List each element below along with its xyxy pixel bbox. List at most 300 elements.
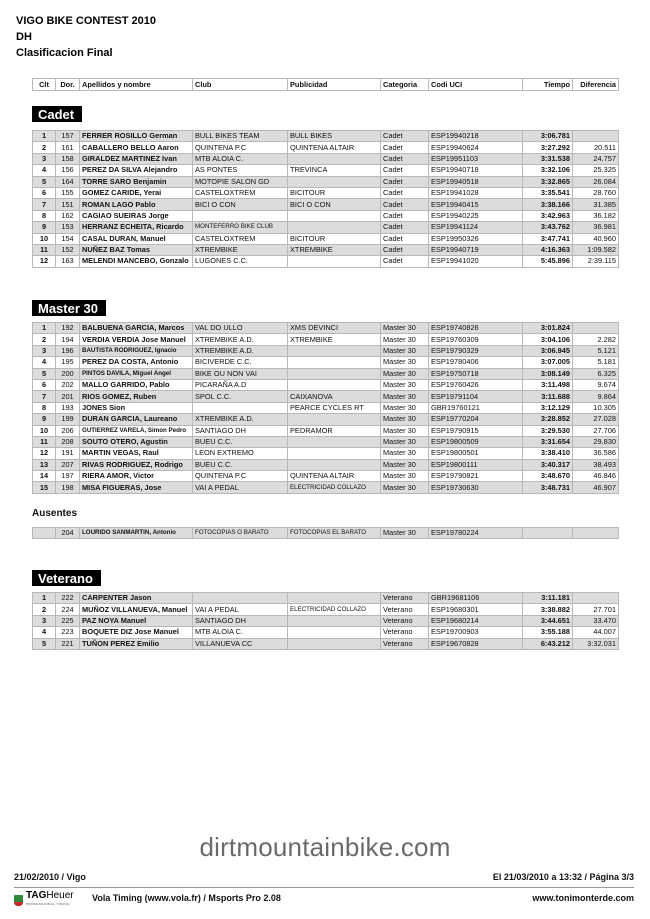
category-cell: Cadet [381, 176, 429, 187]
club-cell: SANTIAGO DH [193, 615, 288, 626]
club-cell: XTREMBIKE [193, 244, 288, 255]
results-table-master-30 [32, 322, 619, 494]
club-cell: PICARAÑA A.D [193, 379, 288, 390]
uci-code-cell: ESP19940624 [429, 142, 523, 153]
uci-code-cell: ESP19700903 [429, 627, 523, 638]
time-cell: 3:11.181 [523, 593, 573, 604]
gap-cell: 40.960 [573, 233, 619, 244]
uci-code-cell: ESP19750718 [429, 368, 523, 379]
rank-cell [33, 528, 56, 539]
rank-cell: 7 [33, 391, 56, 402]
club-cell: VAI A PEDAL [193, 482, 288, 493]
time-cell: 3:06.781 [523, 131, 573, 142]
time-cell: 6:43.212 [523, 638, 573, 649]
time-cell: 3:40.317 [523, 459, 573, 470]
club-cell: BICI O CON [193, 199, 288, 210]
gap-cell: 29.830 [573, 436, 619, 447]
report-subtitle: Clasificacion Final [16, 47, 113, 59]
time-cell: 3:47.741 [523, 233, 573, 244]
results-table-veterano [32, 592, 619, 650]
uci-code-cell: GBR19760121 [429, 402, 523, 413]
gap-cell: 36.981 [573, 222, 619, 233]
result-row [33, 528, 619, 539]
gap-cell: 27.701 [573, 604, 619, 615]
uci-code-cell: ESP19740826 [429, 323, 523, 334]
footer-software: Vola Timing (www.vola.fr) / Msports Pro 2.08 [92, 893, 281, 903]
rank-cell: 10 [33, 425, 56, 436]
gap-cell [573, 323, 619, 334]
category-cell: Cadet [381, 187, 429, 198]
rider-name-cell: LOURIDO SANMARTIN, Antonio [80, 528, 193, 539]
category-cell: Master 30 [381, 345, 429, 356]
dorsal-cell: 201 [56, 391, 80, 402]
gap-cell: 33.470 [573, 615, 619, 626]
result-row [33, 482, 619, 493]
gap-cell: 28.760 [573, 187, 619, 198]
rider-name-cell: ROMAN LAGO Pablo [80, 199, 193, 210]
sponsor-cell: BICI O CON [288, 199, 381, 210]
footer-print-info: El 21/03/2010 a 13:32 / Página 3/3 [492, 872, 634, 882]
gap-cell [573, 528, 619, 539]
rank-cell: 12 [33, 256, 56, 267]
dorsal-cell: 204 [56, 528, 80, 539]
sponsor-cell [288, 210, 381, 221]
club-cell: MTB ALOIA C. [193, 153, 288, 164]
rank-cell: 2 [33, 604, 56, 615]
gap-cell: 20.511 [573, 142, 619, 153]
category-cell: Master 30 [381, 471, 429, 482]
result-row [33, 627, 619, 638]
category-heading-master-30: Master 30 [32, 300, 106, 316]
uci-code-cell: ESP19940719 [429, 244, 523, 255]
rank-cell: 14 [33, 471, 56, 482]
rider-name-cell: BOQUETE DIZ Jose Manuel [80, 627, 193, 638]
time-cell: 3:29.530 [523, 425, 573, 436]
dorsal-cell: 153 [56, 222, 80, 233]
club-cell [193, 593, 288, 604]
club-cell: BIKE OU NON VAI [193, 368, 288, 379]
category-cell: Veterano [381, 604, 429, 615]
rank-cell: 11 [33, 436, 56, 447]
result-row [33, 357, 619, 368]
category-cell: Cadet [381, 131, 429, 142]
dorsal-cell: 223 [56, 627, 80, 638]
uci-code-cell: GBR19681106 [429, 593, 523, 604]
sponsor-cell: FOTOCOPIAS EL BARATO [288, 528, 381, 539]
uci-code-cell: ESP19790821 [429, 471, 523, 482]
club-cell: QUINTENA P.C [193, 471, 288, 482]
rank-cell: 12 [33, 448, 56, 459]
club-cell: CASTELOXTREM [193, 233, 288, 244]
sponsor-cell: XTREMBIKE [288, 244, 381, 255]
time-cell: 3:06.945 [523, 345, 573, 356]
sponsor-cell: BICITOUR [288, 233, 381, 244]
uci-code-cell: ESP19800111 [429, 459, 523, 470]
gap-cell: 5.181 [573, 357, 619, 368]
uci-code-cell: ESP19941028 [429, 187, 523, 198]
gap-cell [573, 593, 619, 604]
rider-name-cell: GIRALDEZ MARTINEZ Ivan [80, 153, 193, 164]
dorsal-cell: 158 [56, 153, 80, 164]
rider-name-cell: MALLO GARRIDO, Pablo [80, 379, 193, 390]
dorsal-cell: 207 [56, 459, 80, 470]
brand-heuer: Heuer [46, 890, 74, 901]
uci-code-cell: ESP19770204 [429, 414, 523, 425]
rank-cell: 11 [33, 244, 56, 255]
rider-name-cell: RIOS GOMEZ, Ruben [80, 391, 193, 402]
uci-code-cell: ESP19941020 [429, 256, 523, 267]
club-cell: FOTOCOPIAS O BARATO [193, 528, 288, 539]
result-row [33, 323, 619, 334]
dorsal-cell: 157 [56, 131, 80, 142]
sponsor-cell [288, 222, 381, 233]
dorsal-cell: 151 [56, 199, 80, 210]
club-cell: BUEU C.C. [193, 436, 288, 447]
uci-code-cell: ESP19680301 [429, 604, 523, 615]
rank-cell: 3 [33, 345, 56, 356]
sponsor-cell: QUINTENA ALTAIR [288, 142, 381, 153]
sponsor-cell [288, 176, 381, 187]
time-cell: 3:28.852 [523, 414, 573, 425]
sponsor-cell: ELECTRICIDAD COLLAZO [288, 604, 381, 615]
result-row [33, 244, 619, 255]
result-row [33, 448, 619, 459]
category-cell: Cadet [381, 142, 429, 153]
rider-name-cell: RIERA AMOR, Victor [80, 471, 193, 482]
sponsor-cell [288, 638, 381, 649]
sponsor-cell [288, 459, 381, 470]
dorsal-cell: 156 [56, 165, 80, 176]
time-cell: 3:43.762 [523, 222, 573, 233]
rider-name-cell: DURAN GARCIA, Laureano [80, 414, 193, 425]
time-cell: 3:55.188 [523, 627, 573, 638]
rider-name-cell: GUTIERREZ VARELA, Simon Pedro [80, 425, 193, 436]
rank-cell: 5 [33, 368, 56, 379]
time-cell: 3:42.963 [523, 210, 573, 221]
rank-cell: 2 [33, 334, 56, 345]
results-table-cadet [32, 130, 619, 268]
header-tiempo: Tiempo [523, 79, 573, 91]
time-cell: 4:16.363 [523, 244, 573, 255]
uci-code-cell: ESP19940718 [429, 165, 523, 176]
club-cell: QUINTENA P.C [193, 142, 288, 153]
rider-name-cell: CAGIAO SUEIRAS Jorge [80, 210, 193, 221]
dorsal-cell: 206 [56, 425, 80, 436]
dorsal-cell: 195 [56, 357, 80, 368]
category-cell: Veterano [381, 638, 429, 649]
dorsal-cell: 198 [56, 482, 80, 493]
rank-cell: 8 [33, 210, 56, 221]
result-row [33, 153, 619, 164]
uci-code-cell: ESP19790915 [429, 425, 523, 436]
rider-name-cell: BAUTISTA RODRIGUEZ, Ignacio [80, 345, 193, 356]
club-cell: XTREMBIKE A.D. [193, 334, 288, 345]
result-row [33, 402, 619, 413]
brand-subtitle: PROFESSIONAL TIMING [26, 902, 71, 906]
time-cell: 3:01.824 [523, 323, 573, 334]
club-cell: LEON EXTREMO [193, 448, 288, 459]
category-heading-veterano: Veterano [32, 570, 101, 586]
gap-cell: 36.586 [573, 448, 619, 459]
sponsor-cell: BICITOUR [288, 187, 381, 198]
dorsal-cell: 152 [56, 244, 80, 255]
time-cell: 3:04.106 [523, 334, 573, 345]
gap-cell: 38.493 [573, 459, 619, 470]
uci-code-cell: ESP19940518 [429, 176, 523, 187]
sponsor-cell [288, 593, 381, 604]
result-row [33, 425, 619, 436]
club-cell: SPOL C.C. [193, 391, 288, 402]
dorsal-cell: 155 [56, 187, 80, 198]
brand-tag: TAG [26, 890, 47, 901]
header-dorsal: Dor. [56, 79, 80, 91]
category-cell: Master 30 [381, 436, 429, 447]
club-cell: LUGONES C.C. [193, 256, 288, 267]
time-cell [523, 528, 573, 539]
club-cell: XTREMBIKE A.D. [193, 414, 288, 425]
time-cell: 3:32.865 [523, 176, 573, 187]
club-cell: AS PONTES [193, 165, 288, 176]
category-cell: Master 30 [381, 368, 429, 379]
result-row [33, 199, 619, 210]
gap-cell: 10.305 [573, 402, 619, 413]
rank-cell: 3 [33, 153, 56, 164]
result-row [33, 604, 619, 615]
time-cell: 3:07.005 [523, 357, 573, 368]
time-cell: 3:27.292 [523, 142, 573, 153]
uci-code-cell: ESP19950326 [429, 233, 523, 244]
uci-code-cell: ESP19790329 [429, 345, 523, 356]
rider-name-cell: HERRANZ ECHEITA, Ricardo [80, 222, 193, 233]
gap-cell: 2:39.115 [573, 256, 619, 267]
club-cell: MONTEFERRO BIKE CLUB [193, 222, 288, 233]
category-cell: Cadet [381, 153, 429, 164]
dorsal-cell: 224 [56, 604, 80, 615]
result-row [33, 638, 619, 649]
gap-cell: 1:09.582 [573, 244, 619, 255]
result-row [33, 593, 619, 604]
result-row [33, 210, 619, 221]
category-cell: Master 30 [381, 528, 429, 539]
result-row [33, 368, 619, 379]
rank-cell: 4 [33, 627, 56, 638]
gap-cell: 9.674 [573, 379, 619, 390]
sponsor-cell [288, 357, 381, 368]
result-row [33, 222, 619, 233]
uci-code-cell: ESP19800509 [429, 436, 523, 447]
time-cell: 3:31.654 [523, 436, 573, 447]
gap-cell: 6.325 [573, 368, 619, 379]
category-heading-cadet: Cadet [32, 106, 82, 122]
rank-cell: 4 [33, 165, 56, 176]
result-row [33, 176, 619, 187]
sponsor-cell: XTREMBIKE [288, 334, 381, 345]
club-cell: MOTOPIE SALON GD [193, 176, 288, 187]
sponsor-cell: ELECTRICIDAD COLLAZO [288, 482, 381, 493]
rank-cell: 3 [33, 615, 56, 626]
tag-heuer-logo [14, 891, 74, 909]
event-title: VIGO BIKE CONTEST 2010 [16, 15, 156, 27]
rank-cell: 15 [33, 482, 56, 493]
rank-cell: 6 [33, 187, 56, 198]
sponsor-cell: PEARCE CYCLES RT [288, 402, 381, 413]
category-cell: Veterano [381, 593, 429, 604]
rider-name-cell: PAZ NOYA Manuel [80, 615, 193, 626]
uci-code-cell: ESP19670828 [429, 638, 523, 649]
result-row [33, 345, 619, 356]
category-cell: Master 30 [381, 402, 429, 413]
gap-cell: 2.282 [573, 334, 619, 345]
uci-code-cell: ESP19800501 [429, 448, 523, 459]
category-cell: Master 30 [381, 459, 429, 470]
rank-cell: 1 [33, 593, 56, 604]
time-cell: 3:11.498 [523, 379, 573, 390]
sponsor-cell: CAIXANOVA [288, 391, 381, 402]
discipline-label: DH [16, 31, 32, 43]
time-cell: 3:44.651 [523, 615, 573, 626]
gap-cell: 31.385 [573, 199, 619, 210]
time-cell: 3:38.410 [523, 448, 573, 459]
time-cell: 3:31.538 [523, 153, 573, 164]
dorsal-cell: 199 [56, 414, 80, 425]
club-cell: BUEU C.C. [193, 459, 288, 470]
sponsor-cell [288, 414, 381, 425]
category-cell: Cadet [381, 233, 429, 244]
gap-cell: 27.028 [573, 414, 619, 425]
club-cell: VILLANUEVA CC [193, 638, 288, 649]
uci-code-cell: ESP19730630 [429, 482, 523, 493]
dorsal-cell: 193 [56, 402, 80, 413]
result-row [33, 256, 619, 267]
sponsor-cell [288, 368, 381, 379]
dorsal-cell: 222 [56, 593, 80, 604]
dorsal-cell: 196 [56, 345, 80, 356]
dorsal-cell: 221 [56, 638, 80, 649]
gap-cell: 9.864 [573, 391, 619, 402]
result-row [33, 414, 619, 425]
rank-cell: 5 [33, 638, 56, 649]
sponsor-cell [288, 153, 381, 164]
result-row [33, 334, 619, 345]
uci-code-cell: ESP19940415 [429, 199, 523, 210]
sponsor-cell: BULL BIKES [288, 131, 381, 142]
time-cell: 3:32.106 [523, 165, 573, 176]
sponsor-cell: XMS DEVINCI [288, 323, 381, 334]
result-row [33, 131, 619, 142]
time-cell: 3:11.688 [523, 391, 573, 402]
header-categoria: Categoria [381, 79, 429, 91]
rank-cell: 2 [33, 142, 56, 153]
rider-name-cell: MISA FIGUERAS, Jose [80, 482, 193, 493]
dorsal-cell: 202 [56, 379, 80, 390]
uci-code-cell: ESP19760309 [429, 334, 523, 345]
dorsal-cell: 163 [56, 256, 80, 267]
rider-name-cell: MARTIN VEGAS, Raul [80, 448, 193, 459]
category-cell: Veterano [381, 627, 429, 638]
sponsor-cell [288, 345, 381, 356]
rider-name-cell: GOMEZ CARIDE, Yerai [80, 187, 193, 198]
tag-heuer-shield-icon [14, 895, 23, 906]
sponsor-cell [288, 448, 381, 459]
gap-cell: 24.757 [573, 153, 619, 164]
header-clt: Clt [33, 79, 56, 91]
rider-name-cell: MELENDI MANCEBO, Gonzalo [80, 256, 193, 267]
rank-cell: 1 [33, 323, 56, 334]
rank-cell: 1 [33, 131, 56, 142]
category-cell: Cadet [381, 222, 429, 233]
result-row [33, 165, 619, 176]
category-cell: Cadet [381, 256, 429, 267]
dorsal-cell: 192 [56, 323, 80, 334]
result-row [33, 471, 619, 482]
club-cell [193, 210, 288, 221]
category-cell: Master 30 [381, 323, 429, 334]
rider-name-cell: VERDIA VERDIA Jose Manuel [80, 334, 193, 345]
header-publicidad: Publicidad [288, 79, 381, 91]
club-cell: MTB ALOIA C. [193, 627, 288, 638]
uci-code-cell: ESP19940225 [429, 210, 523, 221]
rider-name-cell: RIVAS RODRIGUEZ, Rodrigo [80, 459, 193, 470]
rider-name-cell: PINTOS DAVILA, Miguel Angel [80, 368, 193, 379]
sponsor-cell: PEDRAMOR [288, 425, 381, 436]
uci-code-cell: ESP19780406 [429, 357, 523, 368]
category-cell: Master 30 [381, 357, 429, 368]
dorsal-cell: 197 [56, 471, 80, 482]
header-name: Apellidos y nombre [80, 79, 193, 91]
header-diferencia: Diferencia [573, 79, 619, 91]
uci-code-cell: ESP19941124 [429, 222, 523, 233]
dorsal-cell: 191 [56, 448, 80, 459]
absent-heading: Ausentes [32, 508, 78, 519]
rank-cell: 13 [33, 459, 56, 470]
rider-name-cell: PEREZ DA SILVA Alejandro [80, 165, 193, 176]
uci-code-cell: ESP19791104 [429, 391, 523, 402]
result-row [33, 379, 619, 390]
gap-cell: 25.325 [573, 165, 619, 176]
result-row [33, 615, 619, 626]
category-cell: Master 30 [381, 448, 429, 459]
time-cell: 3:38.882 [523, 604, 573, 615]
rider-name-cell: NUÑEZ BAZ Tomas [80, 244, 193, 255]
time-cell: 3:12.129 [523, 402, 573, 413]
sponsor-cell [288, 436, 381, 447]
category-cell: Master 30 [381, 425, 429, 436]
dorsal-cell: 162 [56, 210, 80, 221]
rank-cell: 8 [33, 402, 56, 413]
rider-name-cell: JONES Sion [80, 402, 193, 413]
category-cell: Master 30 [381, 414, 429, 425]
footer-date-location: 21/02/2010 / Vigo [14, 872, 86, 882]
club-cell: XTREMBIKE A.D. [193, 345, 288, 356]
rider-name-cell: TORRE SARO Benjamin [80, 176, 193, 187]
rider-name-cell: CABALLERO BELLO Aaron [80, 142, 193, 153]
club-cell: VAI A PEDAL [193, 604, 288, 615]
uci-code-cell: ESP19951103 [429, 153, 523, 164]
gap-cell: 44.007 [573, 627, 619, 638]
rank-cell: 4 [33, 357, 56, 368]
rider-name-cell: FERRER ROSILLO German [80, 131, 193, 142]
result-row [33, 187, 619, 198]
category-cell: Cadet [381, 244, 429, 255]
uci-code-cell: ESP19760426 [429, 379, 523, 390]
rank-cell: 6 [33, 379, 56, 390]
category-cell: Cadet [381, 165, 429, 176]
dorsal-cell: 225 [56, 615, 80, 626]
watermark: dirtmountainbike.com [199, 832, 451, 862]
club-cell: BULL BIKES TEAM [193, 131, 288, 142]
rank-cell: 10 [33, 233, 56, 244]
sponsor-cell [288, 256, 381, 267]
